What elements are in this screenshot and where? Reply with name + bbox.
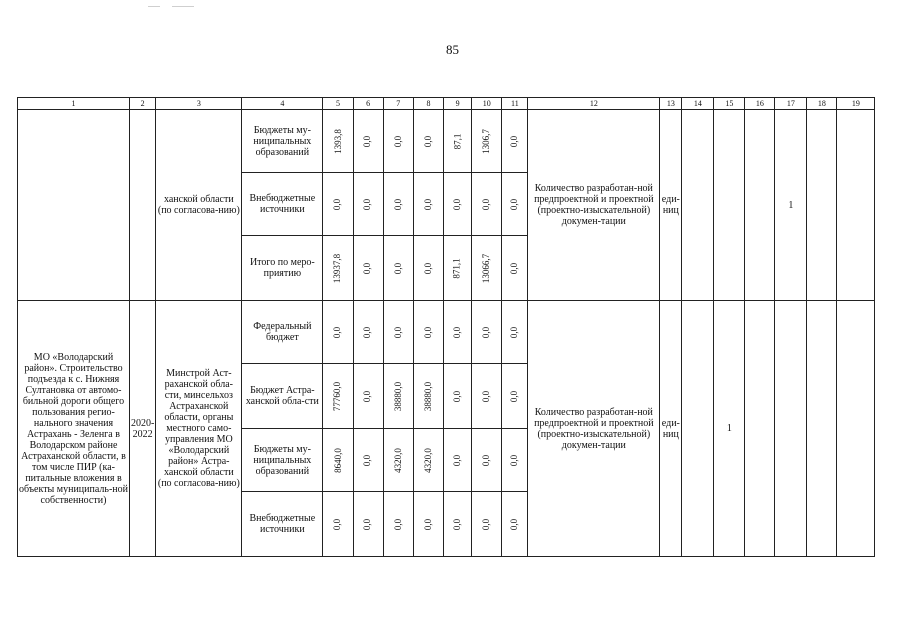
value-cell: 0,0 — [472, 301, 502, 364]
target-cell — [745, 110, 775, 301]
target-cell — [775, 301, 807, 557]
program-table — [17, 97, 875, 557]
funding-source: Бюджет Астра-ханской обла-сти — [242, 364, 323, 429]
value-cell: 0,0 — [353, 236, 383, 301]
value-cell: 0,0 — [413, 173, 443, 236]
value-cell: 13066,7 — [472, 236, 502, 301]
measure-name-cell: МО «Володарский район». Строительство подъезда к с. Нижняя Султановка от автомо-бильной дороги общего пользования регио-нального значения Астрахань - Зеленга в Володарском районе Астраханской области, в том числе ПИР (ка-питальные вложения в объекты муниципаль-ной собственности) — [18, 301, 130, 557]
column-number: 9 — [444, 98, 472, 110]
indicator-cell: Количество разработан-ной предпроектной и проектной (проектно-изыскательной) докумен-тации — [528, 301, 660, 557]
value-cell: 0,0 — [353, 173, 383, 236]
target-cell — [807, 110, 837, 301]
scan-artifact — [148, 6, 160, 7]
value-cell: 0,0 — [383, 236, 413, 301]
target-cell — [714, 110, 745, 301]
value-cell: 0,0 — [502, 492, 528, 557]
target-cell: 1 — [775, 110, 807, 301]
value-cell: 0,0 — [502, 110, 528, 173]
value-cell: 0,0 — [472, 173, 502, 236]
column-number: 17 — [775, 98, 807, 110]
value-cell: 0,0 — [323, 301, 353, 364]
executor-cell: Минстрой Аст-раханской обла-сти, минсельхоз Астраханской области, органы местного само-управления МО «Володарский район» Астра-ханской области (по согласова-нию) — [156, 301, 242, 557]
column-number: 11 — [502, 98, 528, 110]
target-cell: 1 — [714, 301, 745, 557]
value-cell: 4320,0 — [383, 429, 413, 492]
target-cell — [837, 110, 875, 301]
value-cell: 0,0 — [323, 173, 353, 236]
column-number: 19 — [837, 98, 875, 110]
column-number: 10 — [472, 98, 502, 110]
value-cell: 0,0 — [444, 429, 472, 492]
column-number: 8 — [413, 98, 443, 110]
value-cell: 38880,0 — [413, 364, 443, 429]
value-cell: 0,0 — [444, 364, 472, 429]
value-cell: 0,0 — [444, 492, 472, 557]
value-cell: 4320,0 — [413, 429, 443, 492]
value-cell: 1306,7 — [472, 110, 502, 173]
column-number: 16 — [745, 98, 775, 110]
value-cell: 0,0 — [383, 110, 413, 173]
value-cell: 0,0 — [472, 492, 502, 557]
period-cell: 2020-2022 — [130, 301, 156, 557]
value-cell: 38880,0 — [383, 364, 413, 429]
value-cell: 0,0 — [472, 364, 502, 429]
value-cell: 0,0 — [323, 492, 353, 557]
value-cell: 1393,8 — [323, 110, 353, 173]
value-cell: 0,0 — [502, 364, 528, 429]
value-cell: 0,0 — [444, 173, 472, 236]
column-number: 12 — [528, 98, 660, 110]
value-cell: 77760,0 — [323, 364, 353, 429]
column-number: 13 — [660, 98, 682, 110]
target-cell — [682, 301, 714, 557]
scan-artifact — [172, 6, 194, 7]
funding-source: Бюджеты му-ниципальных образований — [242, 429, 323, 492]
column-number: 15 — [714, 98, 745, 110]
value-cell: 0,0 — [353, 492, 383, 557]
value-cell: 0,0 — [353, 301, 383, 364]
measure-name-cell — [18, 110, 130, 301]
column-number: 14 — [682, 98, 714, 110]
funding-source: Федеральный бюджет — [242, 301, 323, 364]
value-cell: 0,0 — [472, 429, 502, 492]
value-cell: 8640,0 — [323, 429, 353, 492]
value-cell: 0,0 — [353, 364, 383, 429]
value-cell: 0,0 — [353, 110, 383, 173]
value-cell: 0,0 — [413, 301, 443, 364]
column-number-row — [18, 98, 875, 110]
value-cell: 0,0 — [502, 173, 528, 236]
funding-source: Итого по меро-приятию — [242, 236, 323, 301]
target-cell — [807, 301, 837, 557]
column-number: 7 — [383, 98, 413, 110]
indicator-cell: Количество разработан-ной предпроектной и проектной (проектно-изыскательной) докумен-тации — [528, 110, 660, 301]
period-cell — [130, 110, 156, 301]
value-cell: 871,1 — [444, 236, 472, 301]
value-cell: 0,0 — [413, 236, 443, 301]
unit-cell: еди-ниц — [660, 110, 682, 301]
column-number: 3 — [156, 98, 242, 110]
executor-cell: ханской области (по согласова-нию) — [156, 110, 242, 301]
column-number: 1 — [18, 98, 130, 110]
table-row — [18, 301, 875, 364]
value-cell: 0,0 — [413, 110, 443, 173]
column-number: 2 — [130, 98, 156, 110]
value-cell: 0,0 — [502, 301, 528, 364]
value-cell: 0,0 — [502, 429, 528, 492]
target-cell — [837, 301, 875, 557]
page-number: 85 — [446, 42, 459, 57]
unit-cell: еди-ниц — [660, 301, 682, 557]
target-cell — [682, 110, 714, 301]
funding-source: Внебюджетные источники — [242, 492, 323, 557]
column-number: 4 — [242, 98, 323, 110]
value-cell: 13937,8 — [323, 236, 353, 301]
value-cell: 0,0 — [413, 492, 443, 557]
value-cell: 87,1 — [444, 110, 472, 173]
table-row — [18, 110, 875, 173]
value-cell: 0,0 — [383, 301, 413, 364]
column-number: 18 — [807, 98, 837, 110]
value-cell: 0,0 — [383, 173, 413, 236]
column-number: 5 — [323, 98, 353, 110]
target-cell — [745, 301, 775, 557]
value-cell: 0,0 — [502, 236, 528, 301]
funding-source: Бюджеты му-ниципальных образований — [242, 110, 323, 173]
value-cell: 0,0 — [353, 429, 383, 492]
funding-source: Внебюджетные источники — [242, 173, 323, 236]
value-cell: 0,0 — [383, 492, 413, 557]
value-cell: 0,0 — [444, 301, 472, 364]
column-number: 6 — [353, 98, 383, 110]
